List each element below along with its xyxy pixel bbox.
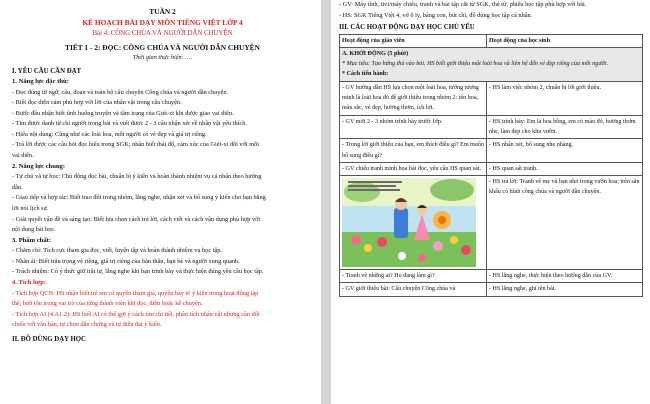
warmup-title: A. KHỞI ĐỘNG (5 phút)	[342, 50, 409, 57]
qualities-list	[12, 246, 313, 278]
teacher-cell: - GV chiếu tranh minh họa bài đọc, yêu cầu HS quan sát.	[340, 162, 487, 175]
list-item: - Chăm chỉ: Tích cực tham gia đọc, viết, luyện tập và hoàn thành nhiệm vụ học tập.	[12, 247, 222, 255]
activities-table	[339, 34, 643, 297]
warmup-row	[340, 47, 643, 81]
subsection-specific: 1. Năng lực đặc thù:	[12, 78, 69, 85]
teacher-cell: - GV mời 2 - 3 nhóm trình bày trước lớp.	[340, 115, 487, 139]
section-requirements: I. YÊU CẦU CẦN ĐẠT	[12, 68, 82, 75]
list-item: thể, biết tôn trọng vai trò của từng thành viên khi đọc, diễn hoặc kể chuyện.	[12, 300, 203, 308]
list-item: - Giao tiếp và hợp tác: Biết trao đổi trong nhóm, lắng nghe, nhận xét và bổ sung ý kiến cho bạn bằng	[12, 194, 266, 202]
header-student: Hoạt động của học sinh	[487, 34, 643, 47]
warmup-method: * Cách tiến hành:	[342, 71, 389, 78]
list-item: - Đọc đúng từ ngữ, câu, đoạn và toàn bộ câu chuyện Công chúa và người dẫn chuyện.	[12, 88, 229, 96]
materials-student: - HS: SGK Tiếng Việt 4, vở ô ly, bảng con, bút chì, đồ dùng học tập cá nhân.	[339, 11, 533, 19]
list-item: - Bước đầu nhận biết tình huống truyện và tâm trạng của Giét-xi khi được giao vai diễn.	[12, 109, 234, 117]
week-heading: TUẦN 2	[149, 7, 176, 16]
materials-teacher: - GV: Máy tính, tivi/máy chiếu, tranh và bài tập cắt từ SGK, thẻ từ, phiếu học tập phù hợp với bài.	[339, 1, 587, 8]
warmup-cell	[340, 47, 643, 81]
table-row	[340, 283, 643, 296]
subsection-qualities: 3. Phẩm chất:	[12, 236, 52, 244]
list-item: - Giải quyết vấn đề và sáng tạo: Biết lựa chọn cách trả lời, cách viết và cách vận dụng phù hợp với	[12, 215, 261, 223]
lesson-plan-title: KẾ HOẠCH BÀI DẠY MÔN TIẾNG VIỆT LỚP 4	[82, 18, 243, 27]
list-item: - Nhân ái: Biết trân trọng vẻ riêng, giá trị riêng của bản thân, bạn bè và người xung quanh.	[12, 257, 240, 265]
warmup-goal: * Mục tiêu: Tạo hứng thú vào bài. HS biết giới thiệu một loài hoa và liên hệ đến vẻ đẹp riêng của mỗi người.	[342, 61, 608, 68]
list-item: dẫn.	[12, 183, 23, 191]
student-cell: - HS trả lời: Tranh vẽ mẹ và bạn nhỏ trong vườn hoa; trên sân khấu có hình công chúa và người dẫn chuyện.	[487, 176, 643, 270]
student-cell: - HS làm việc nhóm 2, chuẩn bị lời giới thiệu.	[487, 81, 643, 115]
student-cell: - HS trình bày: Em là hoa hồng, em có màu đỏ, hương thơm nhẹ, làm đẹp cho khu vườn.	[487, 115, 643, 139]
teacher-cell: - Trong lời giới thiệu của bạn, em thích điều gì? Em muốn bổ sung điều gì?	[340, 139, 487, 163]
list-item: - Tích hợp AI (4.A1.2): HS biết AI có thể gợi ý cách tìm chi tiết, phân tích nhân vật nhưng cần đối	[12, 310, 260, 318]
list-item: nội dung bài học.	[12, 226, 56, 234]
student-cell: - HS lắng nghe, ghi tên bài.	[487, 283, 643, 296]
student-cell: - HS lắng nghe, thực hiện theo hướng dẫn của GV.	[487, 270, 643, 283]
list-item: - Tìm được danh từ chỉ người trong bài và viết được 2 - 3 câu nhận xét về nhân vật yêu thích.	[12, 120, 247, 128]
unit-title: Bài 4: CÔNG CHÚA VÀ NGƯỜI DẪN CHUYỆN	[92, 30, 233, 37]
time-line: Thời gian thực hiện: ….	[132, 54, 193, 61]
teacher-cell: - GV giới thiệu bài: Câu chuyện Công chúa và	[340, 283, 487, 296]
illustration-cell	[340, 176, 487, 270]
list-item: - Tự chủ và tự học: Chủ động đọc bài, chuẩn bị ý kiến và hoàn thành nhiệm vụ cá nhân theo hướng	[12, 173, 262, 181]
table-row	[340, 176, 643, 270]
table-row	[340, 139, 643, 163]
section-activities: III. CÁC HOẠT ĐỘNG DẠY HỌC CHỦ YẾU	[339, 23, 475, 31]
list-item: - Hiểu nội dung: Cũng như các loài hoa, mỗi người có vẻ đẹp và giá trị riêng.	[12, 130, 207, 138]
table-row	[340, 270, 643, 283]
list-item: - Biết đọc diễn cảm phù hợp với lời của nhân vật trong câu chuyện.	[12, 99, 182, 107]
list-item: - Tích hợp QCN: HS nhận biết trẻ em có quyền tham gia, quyền bày tỏ ý kiến trong hoạt động tập	[12, 289, 259, 297]
left-document-page	[0, 0, 321, 404]
subsection-integration: 4. Tích hợp:	[12, 279, 47, 286]
list-item: - Trách nhiệm: Có ý thức giữ trật tự, lắng nghe khi bạn trình bày và thực hiện đúng yêu cầu học tập.	[12, 268, 264, 276]
table-row	[340, 162, 643, 175]
specific-list	[12, 88, 313, 162]
page-gap	[321, 0, 331, 404]
teacher-cell: - Tranh vẽ những ai? Họ đang làm gì?	[340, 270, 487, 283]
list-item: chiếu với văn bản, tự chọn dẫn chứng và tự diễn đạt ý kiến.	[12, 321, 162, 329]
header-teacher: Hoạt động của giáo viên	[340, 34, 487, 47]
lesson-title: TIẾT 1 - 2: ĐỌC: CÔNG CHÚA VÀ NGƯỜI DẪN CHUYỆN	[65, 43, 260, 52]
student-cell: - HS nhận xét, bổ sung nhẹ nhàng.	[487, 139, 643, 163]
section-materials: II. ĐỒ DÙNG DẠY HỌC	[12, 335, 86, 343]
table-row	[340, 81, 643, 115]
list-item: lời nói lịch sự.	[12, 204, 49, 212]
table-header-row	[340, 34, 643, 47]
student-cell: - HS quan sát tranh.	[487, 162, 643, 175]
right-document-page	[331, 0, 650, 404]
integration-list	[12, 289, 313, 331]
list-item: vai diễn.	[12, 152, 34, 160]
general-list	[12, 172, 313, 236]
subsection-general: 2. Năng lực chung:	[12, 162, 66, 170]
list-item: - Trả lời được các câu hỏi đọc hiểu trong SGK; nhận biết thái độ, cảm xúc của Giét-xi đối với mỗi	[12, 141, 260, 149]
table-row	[340, 115, 643, 139]
illustration-image	[342, 178, 476, 267]
story-illustration	[342, 178, 476, 267]
teacher-cell: - GV hướng dẫn HS lựa chọn một loài hoa, tưởng tượng mình là loài hoa đó để giới thiệu trong nhóm 2: tên hoa, màu sắc, vẻ đẹp, hương thơm, ích lợi.	[340, 81, 487, 115]
